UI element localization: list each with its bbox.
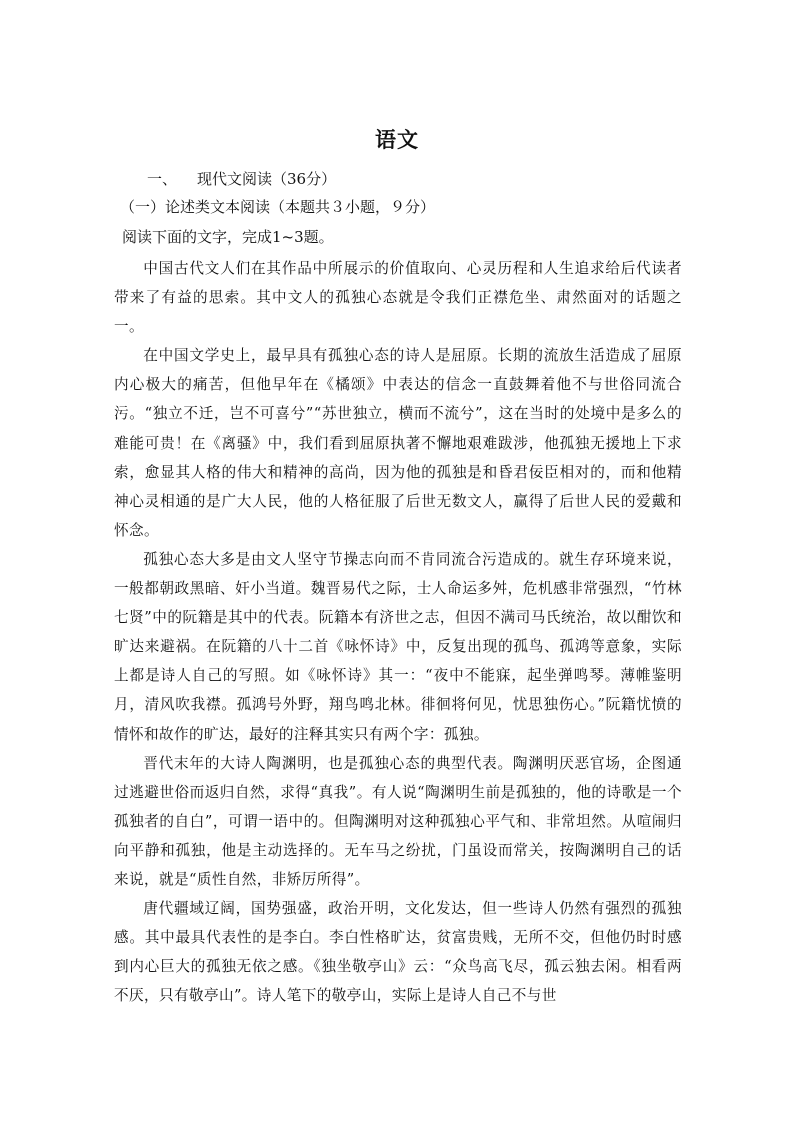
instruction-text: 阅读下面的文字，完成1~3题。 (122, 228, 334, 246)
reading-passage (114, 254, 682, 1010)
section-heading (147, 168, 336, 189)
subsection-heading: （一）论述类文本阅读（本题共３小题，９分） (120, 198, 436, 216)
section-title: 现代文阅读（36分） (197, 170, 337, 188)
paragraph: 晋代末年的大诗人陶渊明，也是孤独心态的典型代表。陶渊明厌恶官场，企图通过逃避世俗而返归自然，求得“真我”。有人说“陶渊明生前是孤独的，他的诗歌是一个孤独者的自白”，可谓一语中的。但陶渊明对这种孤独心平气和、非常坦然。从喧闹归向平静和孤独，他是主动选择的。无车马之纷扰，门虽设而常关，按陶渊明自己的话来说，就是“质性自然，非矫厉所得”。 (114, 754, 682, 888)
paragraph: 中国古代文人们在其作品中所展示的价值取向、心灵历程和人生追求给后代读者带来了有益的思索。其中文人的孤独心态就是令我们正襟危坐、肃然面对的话题之一。 (114, 260, 682, 336)
paragraph: 在中国文学史上，最早具有孤独心态的诗人是屈原。长期的流放生活造成了屈原内心极大的痛苦，但他早年在《橘颂》中表达的信念一直鼓舞着他不与世俗同流合污。“独立不迁，岂不可喜兮”“苏世独立，横而不流兮”，这在当时的处境中是多么的难能可贵！在《离骚》中，我们看到屈原执著不懈地艰难跋涉，他孤独无援地上下求索，愈显其人格的伟大和精神的高尚，因为他的孤独是和昏君佞臣相对的，而和他精神心灵相通的是广大人民，他的人格征服了后世无数文人，赢得了后世人民的爱戴和怀念。 (114, 347, 682, 539)
paragraph: 孤独心态大多是由文人坚守节操志向而不肯同流合污造成的。就生存环境来说，一般都朝政黑暗、奸小当道。魏晋易代之际，士人命运多舛，危机感非常强烈，“竹林七贤”中的阮籍是其中的代表。阮籍本有济世之志，但因不满司马氏统治，故以酣饮和旷达来避祸。在阮籍的八十二首《咏怀诗》中，反复出现的孤鸟、孤鸿等意象，实际上都是诗人自己的写照。如《咏怀诗》其一：“夜中不能寐，起坐弹鸣琴。薄帷鉴明月，清风吹我襟。孤鸿号外野，翔鸟鸣北林。徘徊将何见，忧思独伤心。”阮籍忧愤的情怀和故作的旷达，最好的注释其实只有两个字：孤独。 (114, 550, 682, 743)
section-number: 一、 (147, 170, 178, 188)
page-title: 语文 (375, 127, 419, 152)
paragraph: 唐代疆域辽阔，国势强盛，政治开明，文化发达，但一些诗人仍然有强烈的孤独感。其中最具代表性的是李白。李白性格旷达，贫富贵贱，无所不交，但他仍时时感到内心巨大的孤独无依之感。《独坐敬亭山》云：“众鸟高飞尽，孤云独去闲。相看两不厌，只有敬亭山”。诗人笔下的敬亭山，实际上是诗人自己不与世 (114, 900, 682, 1005)
